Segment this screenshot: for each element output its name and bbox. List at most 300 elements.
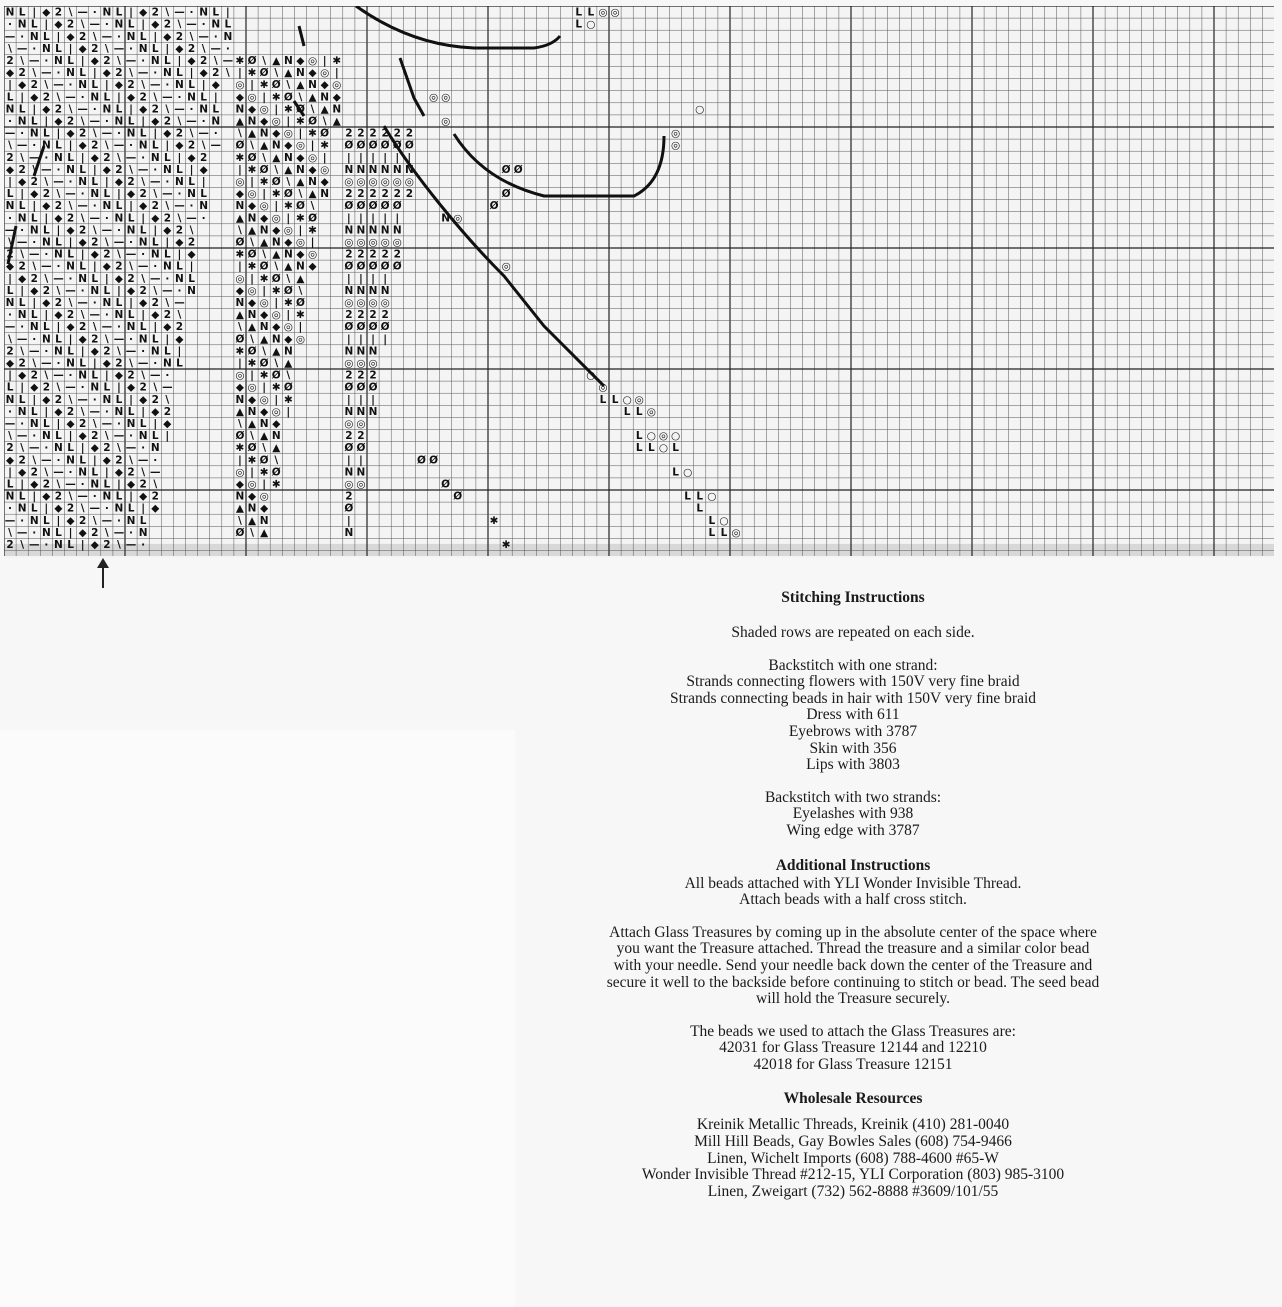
chart-symbol: — [113,526,125,539]
chart-symbol: | [359,151,363,164]
chart-symbol: ○ [622,393,632,406]
chart-symbol: | [189,163,194,176]
chart-symbol: 2 [115,67,123,80]
chart-symbol: N [187,284,196,297]
chart-symbol: Ø [453,490,463,503]
chart-symbol: ◆ [248,297,257,309]
chart-symbol: \ [68,6,73,19]
chart-symbol: \ [92,321,97,334]
chart-symbol: Ø [392,139,402,152]
chart-symbol: — [137,260,149,273]
chart-symbol: · [116,321,121,334]
chart-symbol: | [117,91,121,104]
chart-symbol: | [129,297,133,309]
chart-symbol: \ [80,502,85,515]
chart-symbol: — [29,345,40,358]
chart-symbol: 2 [42,284,51,297]
two-strand-item: Eyelashes with 938 [792,805,914,823]
chart-symbol: ▲ [332,115,341,128]
chart-symbol: — [89,115,100,128]
chart-symbol: \ [141,176,146,188]
chart-symbol: ◎ [307,248,318,261]
chart-symbol: — [101,30,113,43]
chart-symbol: ◆ [248,490,257,503]
chart-symbol: N [66,163,75,176]
chart-symbol: ◆ [175,139,184,152]
chart-symbol: N [138,430,148,443]
chart-symbol: Ø [320,127,330,140]
wholesale-resources-title: Wholesale Resources [783,1090,923,1108]
chart-symbol: ◆ [6,163,15,176]
chart-symbol: L [67,55,74,67]
chart-symbol: L [188,176,195,188]
chart-symbol: ▲ [248,127,257,140]
chart-symbol: · [56,454,61,467]
chart-symbol: Ø [247,151,257,164]
chart-symbol: L [696,502,704,515]
chart-symbol: · [104,309,109,322]
chart-symbol: N [344,284,354,297]
chart-symbol: L [103,188,111,201]
chart-symbol: · [80,284,85,297]
chart-symbol: ✱ [283,103,293,116]
chart-symbol: 2 [30,176,38,188]
chart-symbol: L [163,151,171,164]
chart-symbol: ◎ [320,163,330,176]
chart-symbol: ◎ [344,478,354,491]
chart-symbol: 2 [345,309,353,322]
chart-symbol: | [189,260,194,273]
chart-symbol: 2 [91,333,99,346]
chart-symbol: ◎ [307,151,318,164]
chart-symbol: ✱ [259,79,269,92]
chart-symbol: ◎ [380,236,390,249]
chart-symbol: 2 [103,345,111,358]
chart-symbol: — [101,321,113,334]
chart-symbol: Ø [344,139,354,152]
chart-symbol: | [80,55,85,67]
shaded-row [4,544,1274,556]
chart-symbol: N [320,91,330,104]
chart-symbol: — [198,127,209,140]
chart-symbol: ◎ [731,526,741,539]
chart-symbol: \ [20,345,25,358]
chart-symbol: · [32,526,37,539]
chart-symbol: · [165,79,170,92]
chart-symbol: | [141,115,146,128]
chart-symbol: ▲ [320,103,329,116]
chart-symbol: \ [92,224,97,237]
chart-symbol: ◆ [199,163,208,176]
chart-symbol: ◆ [90,248,99,261]
chart-symbol: | [68,430,73,443]
chart-symbol: 2 [6,345,14,358]
chart-symbol: 2 [42,478,51,491]
chart-symbol: ✱ [271,284,281,297]
chart-symbol: 2 [139,381,147,394]
chart-symbol: ◎ [368,176,378,188]
chart-symbol: | [359,212,363,225]
chart-symbol: ◎ [610,6,620,19]
chart-symbol: | [274,103,279,116]
chart-symbol: ◆ [30,188,39,201]
chart-symbol: ✱ [247,67,257,80]
chart-symbol: | [56,514,61,527]
chart-symbol: \ [310,200,315,213]
chart-symbol: N [41,42,51,55]
chart-symbol: — [29,55,40,67]
chart-symbol: · [8,115,13,128]
chart-symbol: N [29,321,39,334]
chart-symbol: ✱ [271,381,281,394]
chart-symbol: N [283,55,293,67]
chart-symbol: ◆ [235,284,244,297]
chart-symbol: \ [141,272,146,285]
chart-symbol: ◆ [6,454,15,467]
chart-symbol: N [78,79,88,92]
chart-symbol: N [66,260,75,273]
chart-symbol: ◆ [66,224,75,237]
chart-symbol: L [18,6,26,19]
chart-symbol: L [188,79,195,92]
chart-symbol: ◎ [235,272,245,285]
chart-symbol: ◎ [658,430,669,443]
chart-symbol: L [139,418,147,430]
chart-symbol: — [89,309,100,322]
chart-symbol: | [32,103,37,116]
chart-symbol: — [29,539,40,551]
chart-symbol: 2 [357,127,365,140]
chart-symbol: ◆ [6,67,15,80]
chart-symbol: \ [117,345,121,358]
chart-symbol: 2 [66,115,75,128]
chart-symbol: 2 [151,393,159,406]
chart-symbol: — [16,430,28,443]
chart-symbol: 2 [127,79,135,92]
chart-symbol: · [153,260,158,273]
chart-symbol: N [17,18,27,31]
chart-symbol: 2 [91,430,99,443]
chart-symbol: N [392,224,402,237]
chart-symbol: — [174,6,185,19]
chart-symbol: \ [117,539,121,551]
chart-symbol: | [117,284,121,297]
chart-symbol: N [259,321,269,334]
chart-symbol: · [56,357,61,370]
chart-symbol: N [235,393,245,406]
chart-symbol: \ [141,466,146,479]
chart-symbol: ◆ [260,502,269,515]
chart-symbol: \ [274,163,279,176]
chart-symbol: — [150,272,161,285]
chart-symbol: 2 [175,30,184,43]
chart-symbol: N [344,345,354,358]
chart-symbol: ▲ [260,526,269,539]
chart-symbol: ◆ [90,539,99,551]
chart-symbol: L [55,526,62,539]
chart-symbol: ◆ [248,393,257,406]
chart-symbol: | [68,333,73,346]
chart-symbol: · [104,115,109,128]
chart-symbol: N [5,103,15,116]
chart-symbol: | [80,442,85,455]
chart-symbol: N [259,224,269,237]
chart-symbol: N [199,200,209,213]
chart-symbol: 2 [381,309,389,322]
chart-symbol: \ [56,91,61,104]
chart-symbol: N [138,333,148,346]
chart-symbol: — [41,357,52,370]
chart-symbol: · [201,212,206,225]
chart-symbol: ◆ [114,176,123,188]
chart-symbol: Ø [356,381,366,394]
chart-symbol: 2 [163,405,172,418]
chart-symbol: — [77,490,88,503]
chart-symbol: ◎ [235,369,245,382]
chart-symbol: N [150,151,160,164]
chart-symbol: — [29,151,40,164]
chart-symbol: 2 [187,42,196,55]
chart-symbol: \ [92,514,97,527]
chart-symbol: | [117,478,121,491]
chart-symbol: \ [20,539,25,551]
shaded-rows-note: Shaded rows are repeated on each side. [731,624,975,641]
chart-symbol: | [44,115,49,128]
chart-symbol: · [153,454,158,467]
chart-symbol: 2 [18,454,26,467]
chart-symbol: — [65,91,76,104]
chart-symbol: ◆ [18,176,27,188]
chart-symbol: L [30,18,38,31]
chart-symbol: · [44,345,49,358]
chart-symbol: · [213,30,218,43]
chart-symbol: | [383,151,388,164]
chart-symbol: · [189,6,194,19]
stitching-instructions-title: Stitching Instructions [781,589,925,606]
chart-symbol: \ [153,284,158,297]
chart-symbol: — [210,42,221,55]
chart-symbol: — [41,67,52,80]
one-strand-item: Eyebrows with 3787 [788,722,918,740]
chart-symbol: ◎ [271,405,281,418]
chart-symbol: L [67,151,74,164]
chart-symbol: 2 [66,502,75,515]
chart-symbol: | [238,454,242,467]
chart-symbol: \ [201,42,206,55]
chart-symbol: \ [250,236,254,249]
chart-symbol: \ [32,357,37,370]
chart-symbol: N [102,490,112,503]
chart-symbol: Ø [368,139,378,152]
chart-symbol: ◆ [139,297,148,309]
chart-symbol: N [5,6,15,19]
chart-symbol: L [163,345,171,358]
chart-symbol: | [165,139,170,152]
chart-symbol: N [41,430,51,443]
chart-symbol: \ [80,115,85,128]
chart-symbol: N [29,224,39,237]
treasure-line: secure it well to the backside before continuing to stitch or bead. The seed bead [606,973,1100,991]
chart-symbol: | [250,466,254,479]
chart-symbol: \ [68,490,73,503]
beads-used-line: 42031 for Glass Treasure 12144 and 12210 [719,1039,987,1057]
chart-symbol: \ [177,18,182,31]
chart-symbol: — [198,30,209,43]
chart-symbol: — [125,151,137,164]
chart-symbol: L [720,526,728,539]
chart-symbol: L [127,309,135,322]
chart-symbol: 2 [42,381,51,394]
chart-symbol: N [223,30,233,43]
chart-symbol: | [177,248,182,261]
chart-symbol: | [32,200,37,213]
chart-symbol: | [165,236,170,249]
chart-symbol: ◎ [404,176,414,188]
chart-symbol: N [356,224,366,237]
chart-symbol: · [225,42,230,55]
chart-symbol: \ [117,151,121,164]
chart-symbol: N [41,236,51,249]
chart-symbol: L [635,442,643,455]
chart-symbol: ◆ [308,163,317,176]
chart-symbol: — [101,418,113,430]
chart-symbol: · [116,418,121,430]
chart-symbol: N [368,405,378,418]
chart-symbol: | [92,67,97,80]
chart-symbol: ◎ [295,139,306,152]
chart-symbol: \ [153,188,158,201]
chart-symbol: L [176,260,183,273]
chart-symbol: N [102,393,112,406]
chart-symbol: N [90,381,100,394]
chart-symbol: L [30,212,38,225]
chart-symbol: Ø [235,139,245,152]
chart-symbol: N [102,200,112,213]
chart-symbol: L [212,103,220,116]
chart-symbol: N [114,309,124,322]
chart-symbol: | [56,321,61,334]
chart-symbol: \ [153,381,158,394]
chart-symbol: N [29,418,39,430]
chart-symbol: N [356,163,366,176]
chart-symbol: ◆ [90,55,99,67]
chart-symbol: 2 [91,526,99,539]
chart-symbol: ◆ [54,18,63,31]
chart-symbol: Ø [259,454,269,467]
chart-symbol: 2 [91,42,99,55]
chart-symbol: \ [238,418,242,430]
chart-symbol: ◆ [175,333,184,346]
chart-symbol: N [150,345,160,358]
chart-symbol: \ [225,67,230,80]
chart-symbol: — [150,369,161,382]
chart-symbol: Ø [489,200,499,213]
chart-symbol: L [672,442,679,455]
chart-symbol: 2 [42,188,51,201]
chart-symbol: | [383,272,388,285]
chart-symbol: 2 [357,248,365,261]
chart-symbol: N [211,115,221,128]
chart-symbol: N [296,260,305,273]
chart-symbol: 2 [199,55,208,67]
chart-symbol: | [8,466,12,479]
chart-symbol: ◆ [284,139,293,152]
chart-symbol: | [177,55,182,67]
chart-symbol: ◎ [283,224,293,237]
chart-symbol: \ [189,30,194,43]
chart-symbol: N [368,345,378,358]
chart-symbol: \ [238,321,242,334]
chart-symbol: ◆ [66,321,75,334]
chart-symbol: \ [8,430,12,443]
chart-symbol: | [129,200,133,213]
chart-symbol: — [162,381,173,394]
chart-symbol: N [102,6,112,19]
chart-symbol: ◆ [30,284,39,297]
chart-symbol: 2 [139,91,147,104]
chart-symbol: — [113,139,125,152]
chart-symbol: \ [129,260,133,273]
chart-symbol: ◆ [163,224,172,237]
chart-symbol: L [67,248,74,261]
beads-used-line: The beads we used to attach the Glass Treasures are: [690,1022,1016,1040]
chart-symbol: N [78,369,88,382]
chart-symbol: | [383,333,388,346]
chart-symbol: · [141,539,146,551]
chart-symbol: L [103,478,111,491]
chart-symbol: — [65,381,76,394]
chart-symbol: | [371,272,375,285]
chart-symbol: — [4,224,16,237]
chart-symbol: N [199,6,209,19]
chart-symbol: \ [8,139,12,152]
chart-symbol: L [79,454,87,467]
chart-symbol: 2 [127,466,135,479]
chart-symbol: ◎ [634,393,644,406]
chart-symbol: N [344,224,354,237]
chart-symbol: · [20,127,25,140]
chart-symbol: · [80,91,85,104]
chart-symbol: · [68,176,73,188]
chart-symbol: ◎ [344,418,354,430]
chart-symbol: | [129,490,133,503]
chart-symbol: \ [8,333,12,346]
chart-symbol: ◎ [283,321,293,334]
chart-symbol: N [66,454,75,467]
chart-symbol: | [44,212,49,225]
wholesale-line: Wonder Invisible Thread #212-15, YLI Corporation (803) 985-3100 [641,1166,1065,1184]
chart-symbol: ◎ [598,381,608,394]
chart-symbol: N [235,200,245,213]
chart-symbol: — [89,212,100,225]
chart-symbol: N [344,163,354,176]
chart-symbol: Ø [392,200,402,213]
chart-symbol: L [151,236,159,249]
chart-symbol: | [44,405,49,418]
chart-symbol: ◎ [356,297,366,309]
chart-symbol: N [138,526,148,539]
chart-symbol: L [200,91,208,104]
chart-symbol: N [320,188,330,201]
chart-symbol: — [89,405,100,418]
chart-symbol: — [89,502,100,515]
chart-symbol: | [262,284,267,297]
chart-symbol: ▲ [235,115,244,128]
chart-symbol: L [127,502,135,515]
chart-symbol: N [187,188,196,201]
chart-symbol: N [175,79,184,92]
chart-symbol: · [80,381,85,394]
